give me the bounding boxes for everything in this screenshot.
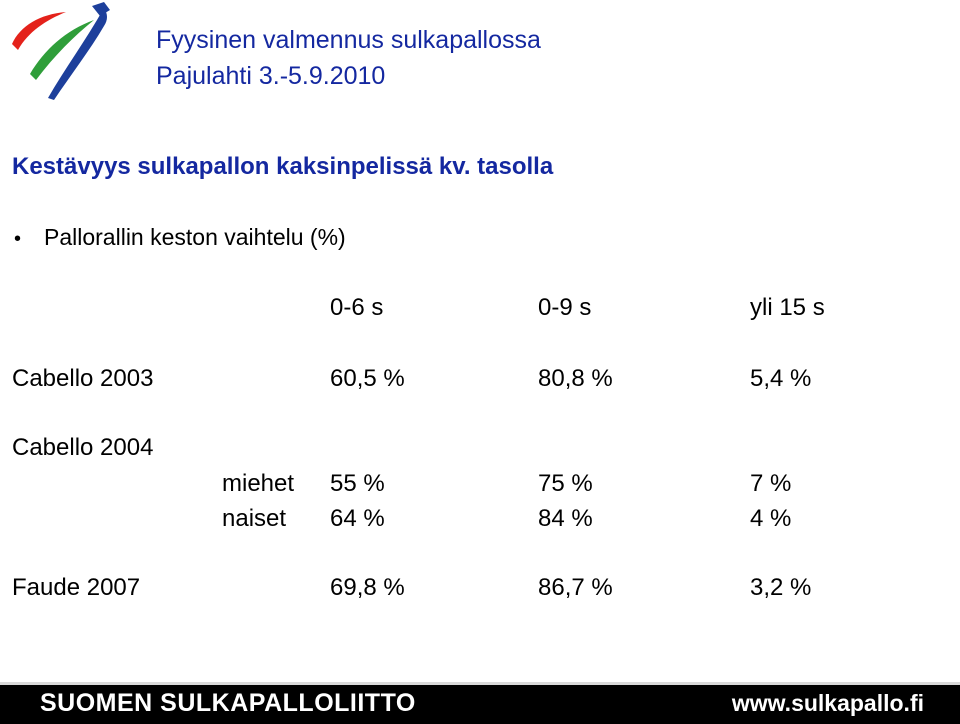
cell-miehet-0-6: 55 % <box>330 470 385 497</box>
cell-miehet-0-9: 75 % <box>538 470 593 497</box>
cell-cabello-2003-0-9: 80,8 % <box>538 365 613 392</box>
cell-naiset-0-6: 64 % <box>330 505 385 532</box>
row-label-naiset: naiset <box>222 505 287 532</box>
column-header-over-15: yli 15 s <box>750 294 825 321</box>
slide-title: Kestävyys sulkapallon kaksinpelissä kv. tasolla <box>12 153 554 180</box>
row-label-cabello-2003: Cabello 2003 <box>12 365 154 392</box>
cell-faude-2007-0-6: 69,8 % <box>330 574 405 601</box>
shuttlecock-swoosh-logo <box>4 0 116 104</box>
header-title-line-2: Pajulahti 3.-5.9.2010 <box>156 62 386 90</box>
row-label-cabello-2004: Cabello 2004 <box>12 434 154 461</box>
bullet-dot-icon: • <box>14 228 22 250</box>
bullet-item <box>14 224 346 251</box>
row-label-miehet: miehet <box>222 470 295 497</box>
footer-organization: SUOMEN SULKAPALLOLIITTO <box>40 689 416 717</box>
bullet-text: Pallorallin keston vaihtelu (%) <box>44 224 346 250</box>
cell-miehet-over-15: 7 % <box>750 470 792 497</box>
cell-naiset-over-15: 4 % <box>750 505 792 532</box>
logo-shuttle-head <box>92 2 110 16</box>
footer-website-link[interactable]: www.sulkapallo.fi <box>731 690 924 716</box>
cell-cabello-2003-over-15: 5,4 % <box>750 365 812 392</box>
column-header-0-9: 0-9 s <box>538 294 592 321</box>
cell-faude-2007-0-9: 86,7 % <box>538 574 613 601</box>
cell-faude-2007-over-15: 3,2 % <box>750 574 812 601</box>
footer-bar <box>0 682 960 724</box>
column-header-0-6: 0-6 s <box>330 294 384 321</box>
cell-cabello-2003-0-6: 60,5 % <box>330 365 405 392</box>
footer-stripe <box>0 682 960 685</box>
header-title-line-1: Fyysinen valmennus sulkapallossa <box>156 26 541 54</box>
row-label-faude-2007: Faude 2007 <box>12 574 141 601</box>
cell-naiset-0-9: 84 % <box>538 505 593 532</box>
